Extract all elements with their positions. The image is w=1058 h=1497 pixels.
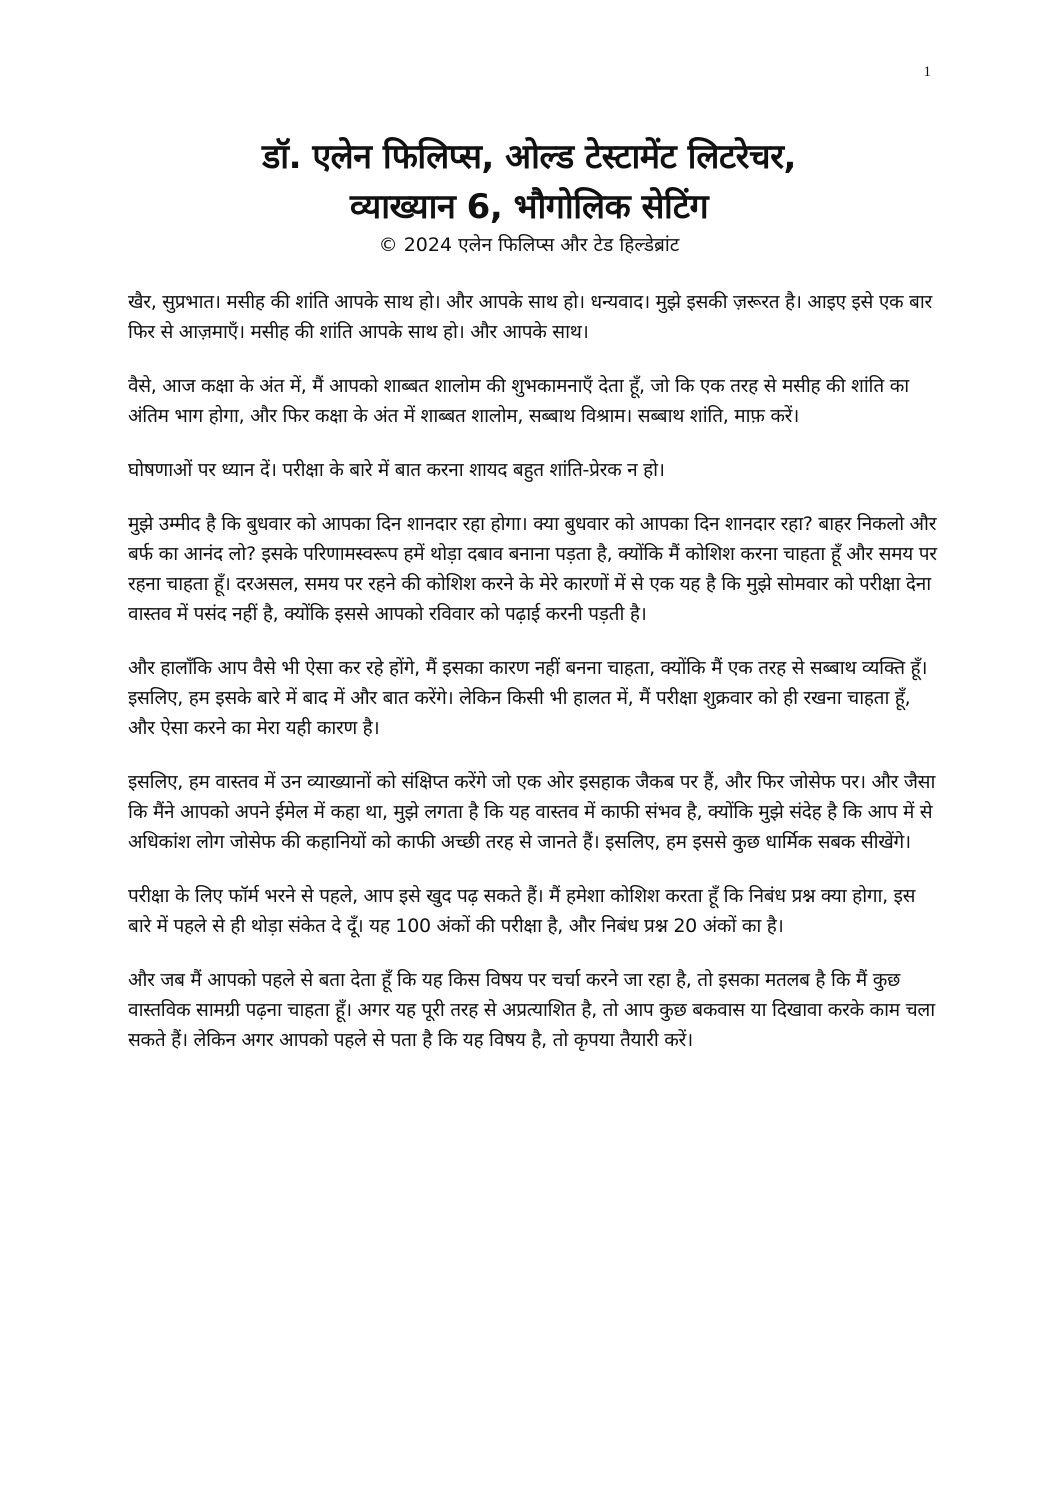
page-number: 1 (923, 64, 931, 80)
paragraph: परीक्षा के लिए फॉर्म भरने से पहले, आप इसे खुद पढ़ सकते हैं। मैं हमेशा कोशिश करता हूँ कि निबंध प्रश्न क्या होगा, इस बारे में पहले से ही थोड़ा संकेत दे दूँ। यह 100 अंकों की परीक्षा है, और निबंध प्रश्न 20 अंकों का है। (128, 885, 916, 937)
paragraph: और हालाँकि आप वैसे भी ऐसा कर रहे होंगे, मैं इसका कारण नहीं बनना चाहता, क्योंकि मैं एक तरह से सब्बाथ व्यक्ति हूँ। इसलिए, हम इसके बारे में बाद में और बात करेंगे। लेकिन किसी भी हालत में, मैं परीक्षा शुक्रवार को ही रखना चाहता हूँ, और ऐसा करने का मेरा यही कारण है। (128, 657, 928, 739)
paragraph: और जब मैं आपको पहले से बता देता हूँ कि यह किस विषय पर चर्चा करने जा रहा है, तो इसका मतलब है कि मैं कुछ वास्तविक सामग्री पढ़ना चाहता हूँ। अगर यह पूरी तरह से अप्रत्याशित है, तो आप कुछ बकवास या दिखावा करके काम चला सकते हैं। लेकिन अगर आपको पहले से पता है कि यह विषय है, तो कृपया तैयारी करें। (128, 969, 935, 1051)
paragraph: वैसे, आज कक्षा के अंत में, मैं आपको शाब्बत शालोम की शुभकामनाएँ देता हूँ, जो कि एक तरह से मसीह की शांति का अंतिम भाग होगा, और फिर कक्षा के अंत में शाब्बत शालोम, सब्बाथ विश्राम। सब्बाथ शांति, माफ़ करें। (128, 375, 909, 427)
paragraph: इसलिए, हम वास्तव में उन व्याख्यानों को संक्षिप्त करेंगे जो एक ओर इसहाक जैकब पर हैं, और फिर जोसेफ पर। और जैसा कि मैंने आपको अपने ईमेल में कहा था, मुझे लगता है कि यह वास्तव में काफी संभव है, क्योंकि मुझे संदेह है कि आप में से अधिकांश लोग जोसेफ की कहानियों को काफी अच्छी तरह से जानते हैं। इसलिए, हम इससे कुछ धार्मिक सबक सीखेंगे। (128, 771, 936, 853)
paragraph: घोषणाओं पर ध्यान दें। परीक्षा के बारे में बात करना शायद बहुत शांति-प्रेरक न हो। (128, 459, 665, 481)
paragraph: मुझे उम्मीद है कि बुधवार को आपका दिन शानदार रहा होगा। क्या बुधवार को आपका दिन शानदार रहा? बाहर निकलो और बर्फ का आनंद लो? इसके परिणामस्वरूप हमें थोड़ा दबाव बनाना पड़ता है, क्योंकि मैं कोशिश करना चाहता हूँ और समय पर रहना चाहता हूँ। दरअसल, समय पर रहने की कोशिश करने के मेरे कारणों में से एक यह है कि मुझे सोमवार को परीक्षा देना वास्तव में पसंद नहीं है, क्योंकि इससे आपको रविवार को पढ़ाई करनी पड़ती है। (128, 513, 937, 625)
document-title (100, 132, 958, 232)
transcript-body (128, 287, 938, 1079)
paragraph: खैर, सुप्रभात। मसीह की शांति आपके साथ हो। और आपके साथ हो। धन्यवाद। मुझे इसकी ज़रूरत है। आइए इसे एक बार फिर से आज़माएँ। मसीह की शांति आपके साथ हो। और आपके साथ। (128, 291, 932, 343)
title-line-2: व्याख्यान 6, भौगोलिक सेटिंग (349, 187, 709, 227)
title-block (100, 132, 958, 258)
title-line-1: डॉ. एलेन फिलिप्स, ओल्ड टेस्टामेंट लिटरेचर, (262, 137, 796, 177)
copyright-line: © 2024 एलेन फिलिप्स और टेड हिल्डेब्रांट (378, 234, 680, 256)
